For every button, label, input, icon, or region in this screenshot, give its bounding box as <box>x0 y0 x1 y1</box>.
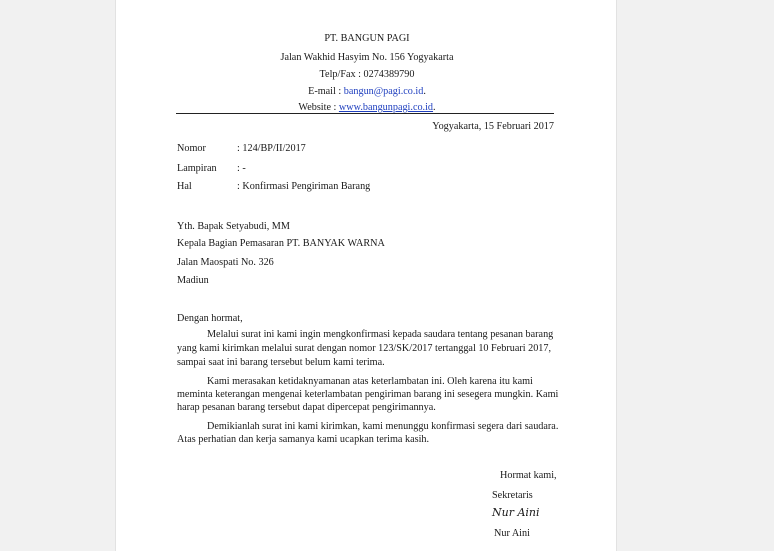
recipient-line: Jalan Maospati No. 326 <box>177 257 274 268</box>
recipient-line: Yth. Bapak Setyabudi, MM <box>177 221 290 232</box>
body-line: yang kami kirimkan melalui surat dengan nomor 123/SK/2017 tertanggal 10 Februari 2017, <box>177 343 552 354</box>
meta-label-nomor: Nomor <box>177 143 206 154</box>
meta-value-lampiran: : - <box>237 163 246 174</box>
body-line: Atas perhatian dan kerja samanya kami ucapkan terima kasih. <box>177 434 430 445</box>
company-email-line <box>177 86 557 98</box>
letter-page <box>115 0 617 551</box>
salutation: Dengan hormat, <box>177 313 243 324</box>
meta-value-nomor: : 124/BP/II/2017 <box>237 143 306 154</box>
company-name: PT. BANGUN PAGI <box>324 33 410 44</box>
body-line: Melalui surat ini kami ingin mengkonfirmasi kepada saudara tentang pesanan barang <box>207 329 554 340</box>
website-label: Website : <box>298 102 339 113</box>
meta-label-hal: Hal <box>177 181 192 192</box>
body-line: harap pesanan barang tersebut dapat dipercepat pengirimannya. <box>177 402 436 413</box>
recipient-line: Madiun <box>177 275 209 286</box>
body-line: Demikianlah surat ini kami kirimkan, kami menunggu konfirmasi segera dari saudara. <box>207 421 559 432</box>
email-link[interactable]: bangun@pagi.co.id <box>343 86 424 97</box>
signature: Nur Aini <box>492 506 540 519</box>
meta-label-lampiran: Lampiran <box>177 163 217 174</box>
website-link[interactable]: www.bangunpagi.co.id <box>338 102 434 113</box>
body-line: sampai saat ini barang tersebut belum kami terima. <box>177 357 385 368</box>
letterhead-divider <box>176 113 554 114</box>
body-line: meminta keterangan mengenai keterlambatan pengiriman barang ini sesegera mungkin. Kami <box>177 389 559 400</box>
company-phone: Telp/Fax : 0274389790 <box>319 69 415 80</box>
website-after: . <box>433 102 436 113</box>
closing-title: Sekretaris <box>492 490 533 501</box>
company-address: Jalan Wakhid Hasyim No. 156 Yogyakarta <box>280 52 454 63</box>
recipient-line: Kepala Bagian Pemasaran PT. BANYAK WARNA <box>177 238 385 249</box>
email-after: . <box>423 86 426 97</box>
email-label: E-mail : <box>308 86 344 97</box>
letter-date: Yogyakarta, 15 Februari 2017 <box>432 121 554 132</box>
body-line: Kami merasakan ketidaknyamanan atas keterlambatan ini. Oleh karena itu kami <box>207 376 533 387</box>
signer-name: Nur Aini <box>494 528 530 539</box>
meta-value-hal: : Konfirmasi Pengiriman Barang <box>237 181 371 192</box>
closing-greeting: Hormat kami, <box>500 470 557 481</box>
